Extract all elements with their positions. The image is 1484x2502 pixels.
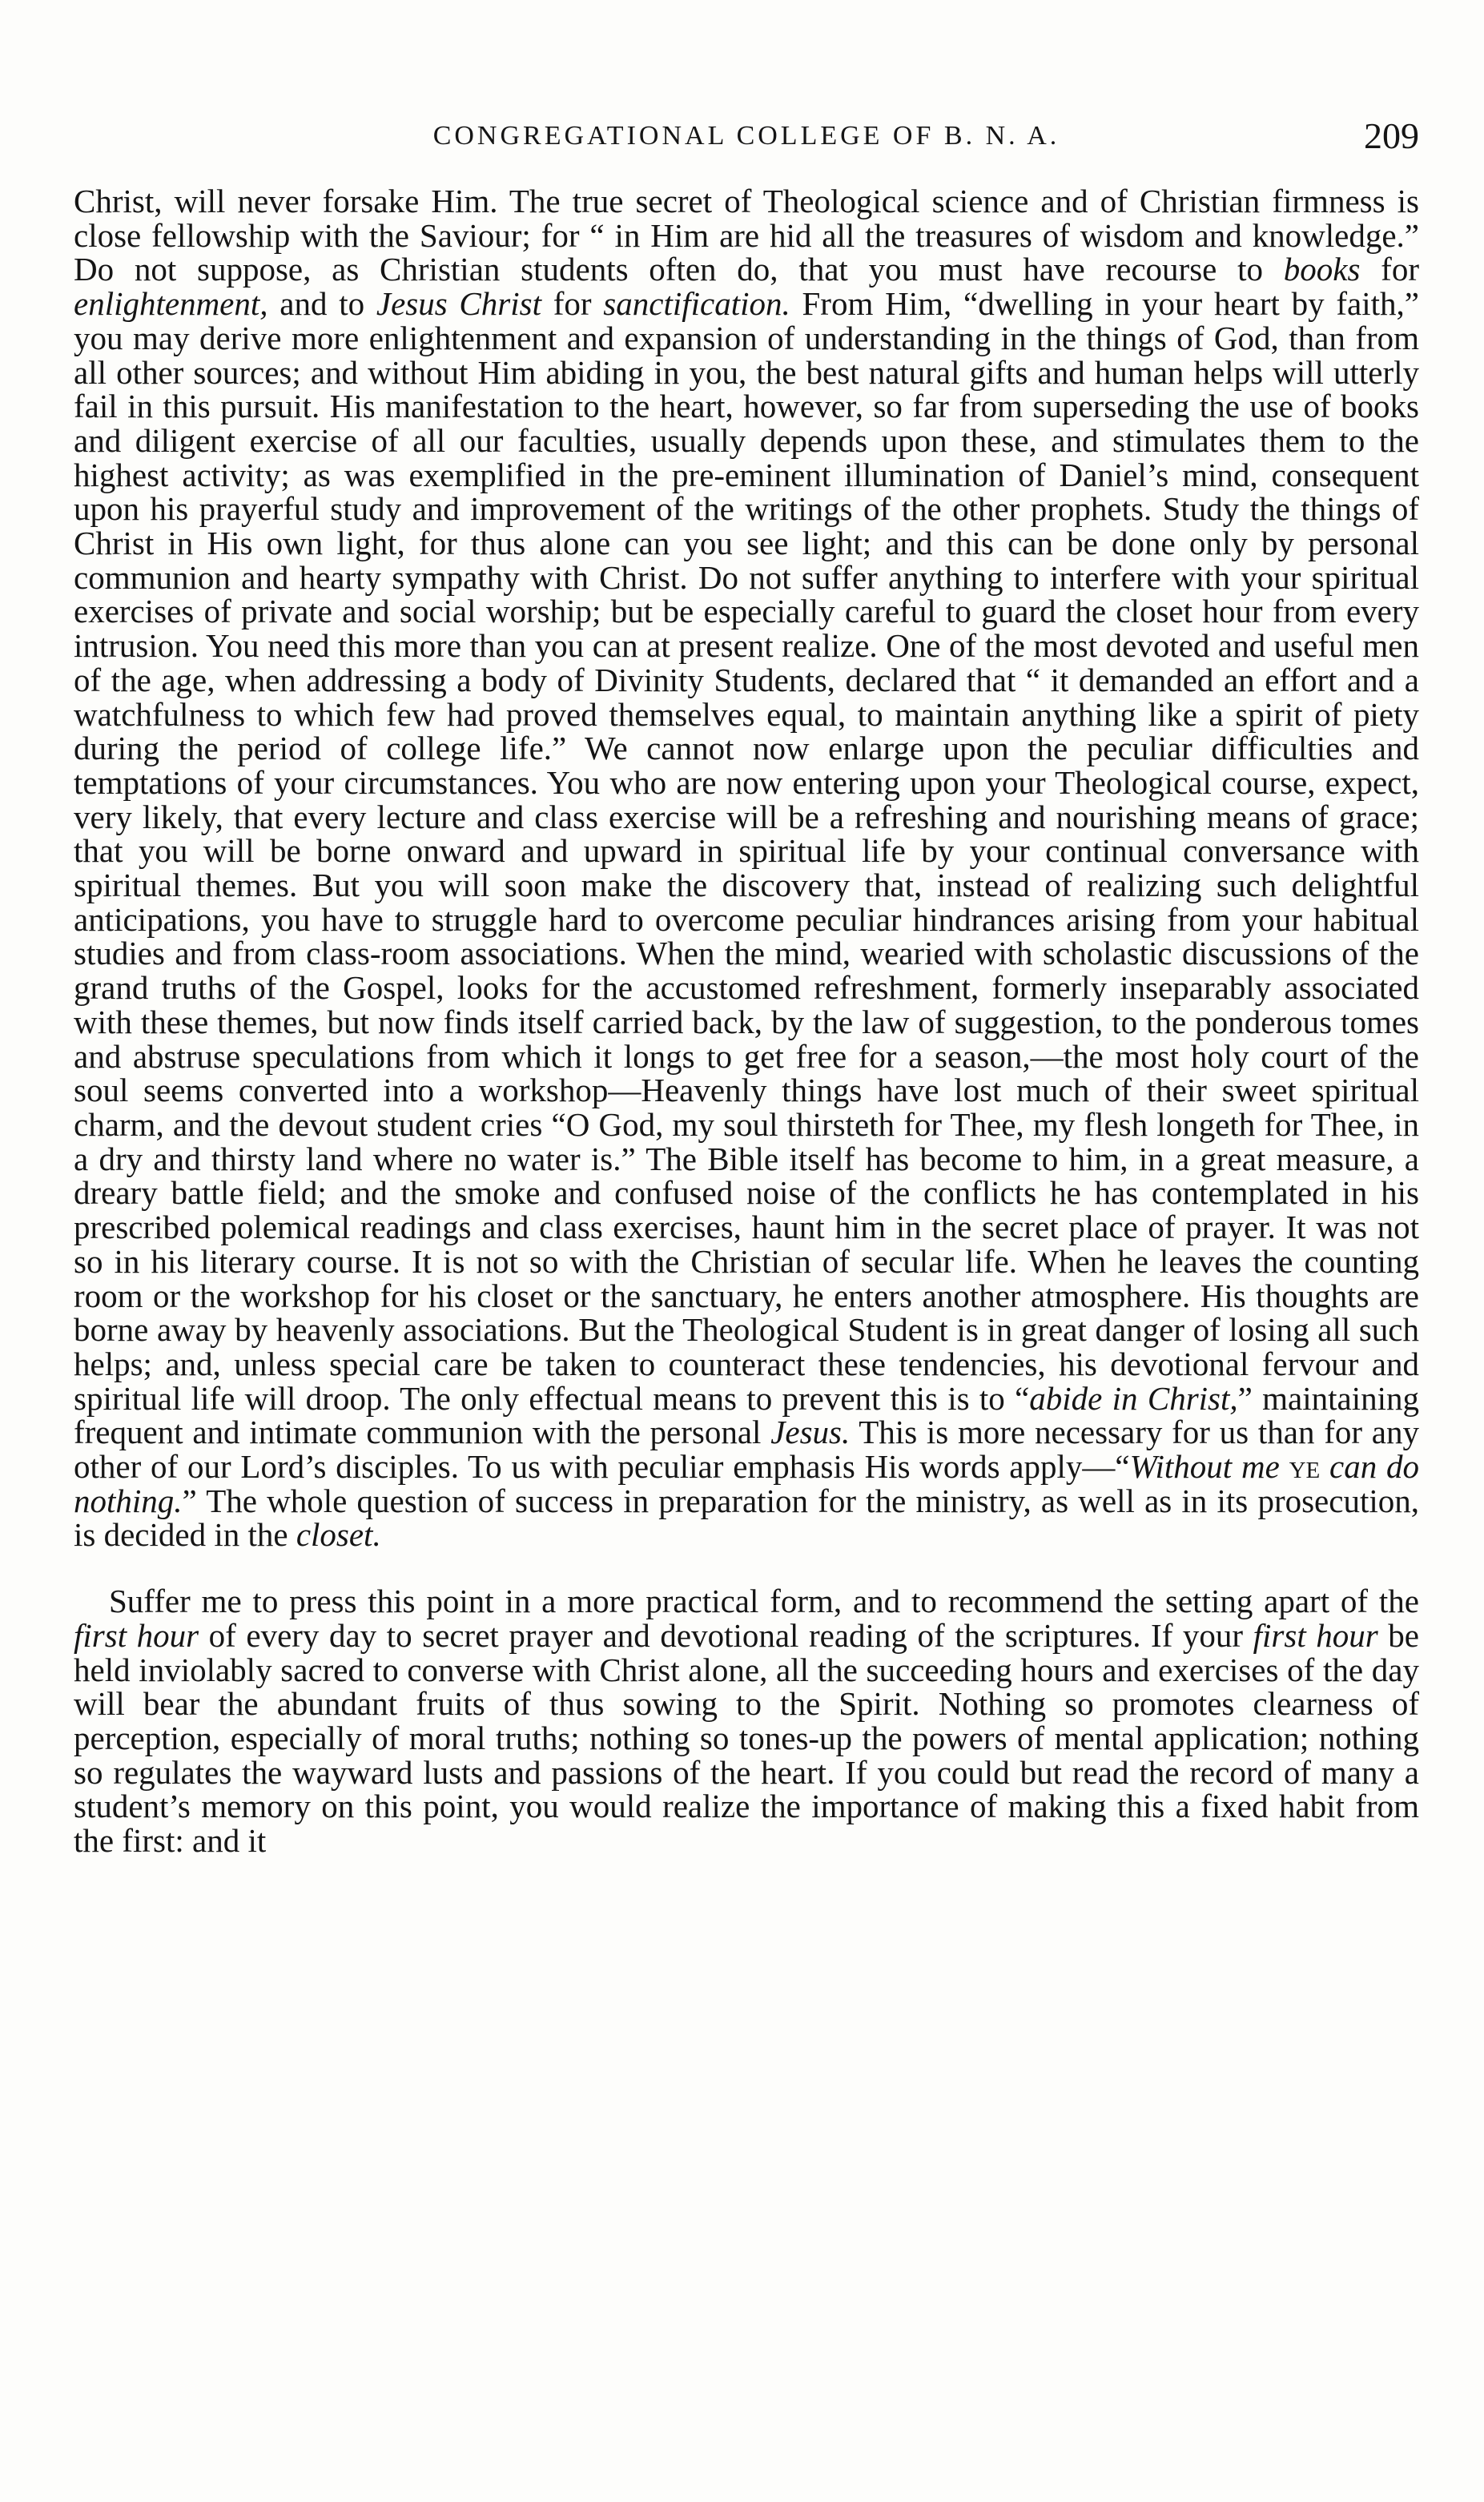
small-caps-text: ye — [1289, 1448, 1321, 1486]
text-run: Christ, will never forsake Him. The true secret of Theological science and of Christian firmness is close fellowship with the Saviour; for “ in Him are hid all the treasures of wisdom and knowledge.” Do not suppose, as Christian students often do, that you must have recourse to — [74, 183, 1419, 288]
text-run: be held inviolably sacred to converse with Christ alone, all the succeeding hours and exercises of the day will bear the abundant fruits of thus sowing to the Spirit. Nothing so promotes clearness of perception, especially of moral truths; nothing so tones-up the powers of mental application; nothing so regulates the wayward lusts and passions of the heart. If you could but read the record of many a student’s memory on this point, you would realize the importance of making this a fixed habit from the first: and it — [74, 1616, 1420, 1860]
running-title: CONGREGATIONAL COLLEGE OF B. N. A. — [432, 121, 1060, 151]
italic-text: sanctification. — [603, 285, 790, 323]
text-run: This is more necessary for us than for any other of our Lord’s disciples. To us with peculiar emphasis His words apply—“ — [74, 1414, 1420, 1486]
text-run: ” The whole question of success in preparation for the ministry, as well as in its prosecution, is decided in the — [74, 1482, 1419, 1554]
body-text — [74, 184, 1419, 1858]
italic-text: books — [1283, 251, 1361, 288]
italic-text: abide in Christ, — [1029, 1379, 1238, 1417]
italic-text: closet. — [296, 1516, 381, 1554]
text-run: for — [541, 285, 604, 323]
text-run: for — [1360, 251, 1419, 288]
text-run: of every day to secret prayer and devotional reading of the scriptures. If your — [199, 1616, 1253, 1654]
text-run: ” maintaining frequent and intimate communion with the personal — [74, 1379, 1419, 1451]
text-run: Suffer me to press this point in a more practical form, and to recommend the setting apart of the — [109, 1583, 1419, 1620]
page-number: 209 — [1364, 115, 1419, 156]
italic-text: first hour — [74, 1616, 199, 1654]
paragraph — [74, 184, 1419, 1552]
italic-text: Jesus. — [770, 1414, 851, 1451]
italic-text: can do nothing. — [74, 1448, 1420, 1519]
italic-text: Jesus Christ — [376, 285, 541, 323]
running-head — [74, 112, 1419, 160]
italic-text: first hour — [1253, 1616, 1378, 1654]
text-run: and to — [267, 285, 376, 323]
text-run: From Him, “dwelling in your heart by faith,” you may derive more enlightenment and expansion of understanding in the things of God, than from all other sources; and without Him abiding in you, the best natural gifts and human helps will utterly fail in this pursuit. His manifestation to the heart, however, so far from superseding the use of books and diligent exercise of all our faculties, usually depends upon these, and stimulates them to the highest activity; as was exemplified in the pre-eminent illumination of Daniel’s mind, consequent upon his prayerful study and improvement of the writings of the other prophets. Study the things of Christ in His own light, for thus alone can you see light; and this can be done only by personal communion and hearty sympathy with Christ. Do not suffer anything to interfere with your spiritual exercises of private and social worship; but be especially careful to guard the closet hour from every intrusion. You need this more than you can at present realize. One of the most devoted and useful men of the age, when addressing a body of Divinity Students, declared that “ it demanded an effort and a watchfulness to which few had proved themselves equal, to maintain anything like a spirit of piety during the period of college life.” We cannot now enlarge upon the peculiar difficulties and temptations of your circumstances. You who are now entering upon your Theological course, expect, very likely, that every lecture and class exercise will be a refreshing and nourishing means of grace; that you will be borne onward and upward in spiritual life by your continual conversance with spiritual themes. But you will soon make the discovery that, instead of realizing such delightful anticipations, you have to struggle hard to overcome peculiar hindrances arising from your habitual studies and from class-room associations. When the mind, wearied with scholastic discussions of the grand truths of the Gospel, looks for the accustomed refreshment, formerly inseparably associated with these themes, but now finds itself carried back, by the law of suggestion, to the ponderous tomes and abstruse speculations from which it longs to get free for a season,—the most holy court of the soul seems converted into a workshop—Heavenly things have lost much of their sweet spiritual charm, and the devout student cries “O God, my soul thirsteth for Thee, my flesh longeth for Thee, in a dry and thirsty land where no water is.” The Bible itself has become to him, in a great measure, a dreary battle field; and the smoke and confused noise of the conflicts he has contemplated in his prescribed polemical readings and class exercises, haunt him in the secret place of prayer. It was not so in his literary course. It is not so with the Christian of secular life. When he leaves the counting room or the workshop for his closet or the sanctuary, he enters another atmosphere. His thoughts are borne away by heavenly associations. But the Theological Student is in great danger of losing all such helps; and, unless special care be taken to counteract these tendencies, his devotional fervour and spiritual life will droop. The only effectual means to prevent this is to “ — [74, 285, 1419, 1417]
italic-text: enlightenment, — [74, 285, 268, 323]
italic-text: Without me — [1129, 1448, 1289, 1486]
paragraph — [74, 1584, 1419, 1858]
